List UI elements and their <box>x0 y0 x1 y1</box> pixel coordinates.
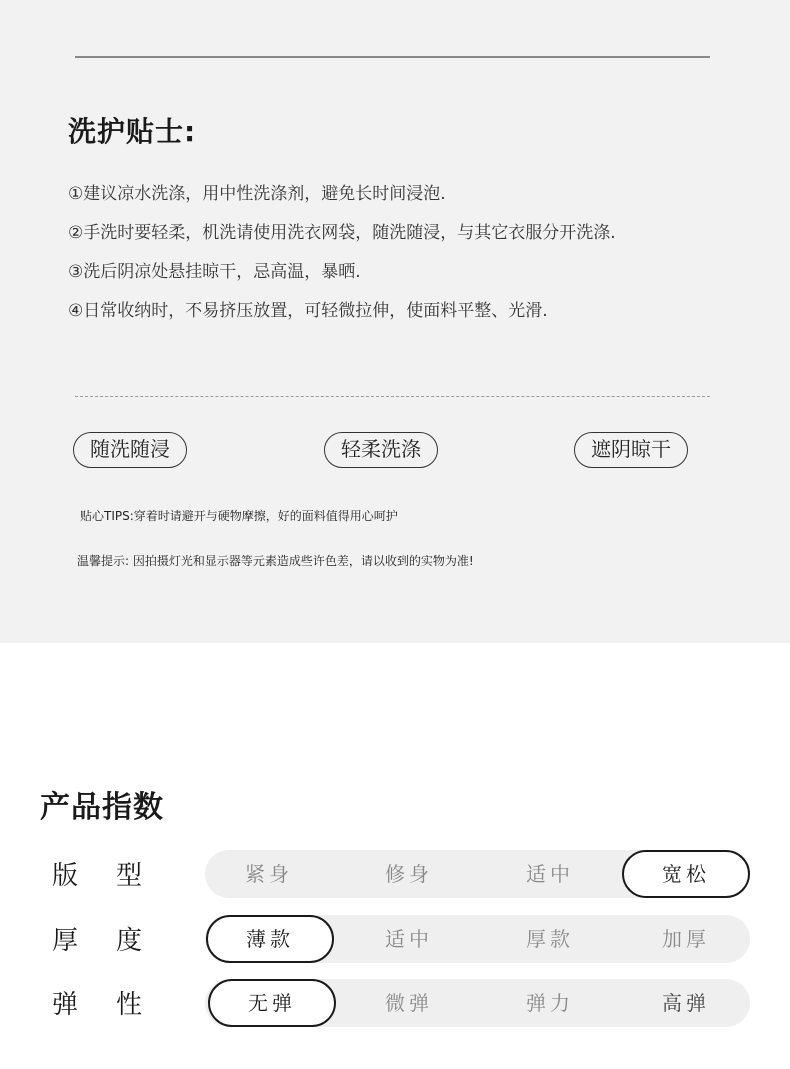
elasticity-option-stretch: 弹力 <box>526 991 574 1015</box>
care-item-4: ④日常收纳时，不易挤压放置，可轻微拉伸，使面料平整、光滑. <box>68 301 548 321</box>
index-row-thickness <box>0 914 790 964</box>
thickness-option-thin-selected: 薄款 <box>206 915 334 963</box>
row-label-elasticity: 弹性 <box>52 990 181 1020</box>
row-label-thickness: 厚度 <box>52 926 181 956</box>
care-item-1: ①建议凉水洗涤，用中性洗涤剂，避免长时间浸泡. <box>68 184 446 204</box>
badge-wash-soak: 随洗随浸 <box>73 432 187 468</box>
badge-gentle-wash: 轻柔洗涤 <box>324 432 438 468</box>
fit-option-tight: 紧身 <box>245 862 293 886</box>
row-label-fit: 版型 <box>52 861 181 891</box>
index-row-elasticity <box>0 978 790 1028</box>
elasticity-scale <box>205 979 750 1027</box>
fit-option-loose-selected: 宽松 <box>622 850 750 898</box>
elasticity-option-high: 高弹 <box>662 991 710 1015</box>
thickness-option-extra-thick: 加厚 <box>662 927 710 951</box>
elasticity-option-slight: 微弹 <box>385 991 433 1015</box>
fit-option-regular: 适中 <box>526 862 574 886</box>
care-item-3: ③洗后阴凉处悬挂晾干，忌高温，暴晒. <box>68 262 361 282</box>
thickness-option-medium: 适中 <box>385 927 433 951</box>
elasticity-option-none-selected: 无弹 <box>208 979 336 1027</box>
color-notice-text: 温馨提示: 因拍摄灯光和显示器等元素造成些许色差，请以收到的实物为准! <box>77 554 474 568</box>
badge-shade-dry: 遮阴晾干 <box>574 432 688 468</box>
product-index-title: 产品指数 <box>40 790 164 825</box>
care-item-2: ②手洗时要轻柔，机洗请使用洗衣网袋，随洗随浸，与其它衣服分开洗涤. <box>68 223 616 243</box>
top-divider <box>75 56 710 58</box>
care-title: 洗护贴士: <box>68 115 197 148</box>
fit-scale <box>205 850 750 898</box>
dashed-divider <box>75 396 710 397</box>
index-row-fit <box>0 849 790 899</box>
fit-option-slim: 修身 <box>385 862 433 886</box>
tips-text: 贴心TIPS:穿着时请避开与硬物摩擦，好的面料值得用心呵护 <box>80 509 398 523</box>
thickness-scale <box>205 915 750 963</box>
thickness-option-thick: 厚款 <box>526 927 574 951</box>
care-instructions-list <box>68 180 616 336</box>
